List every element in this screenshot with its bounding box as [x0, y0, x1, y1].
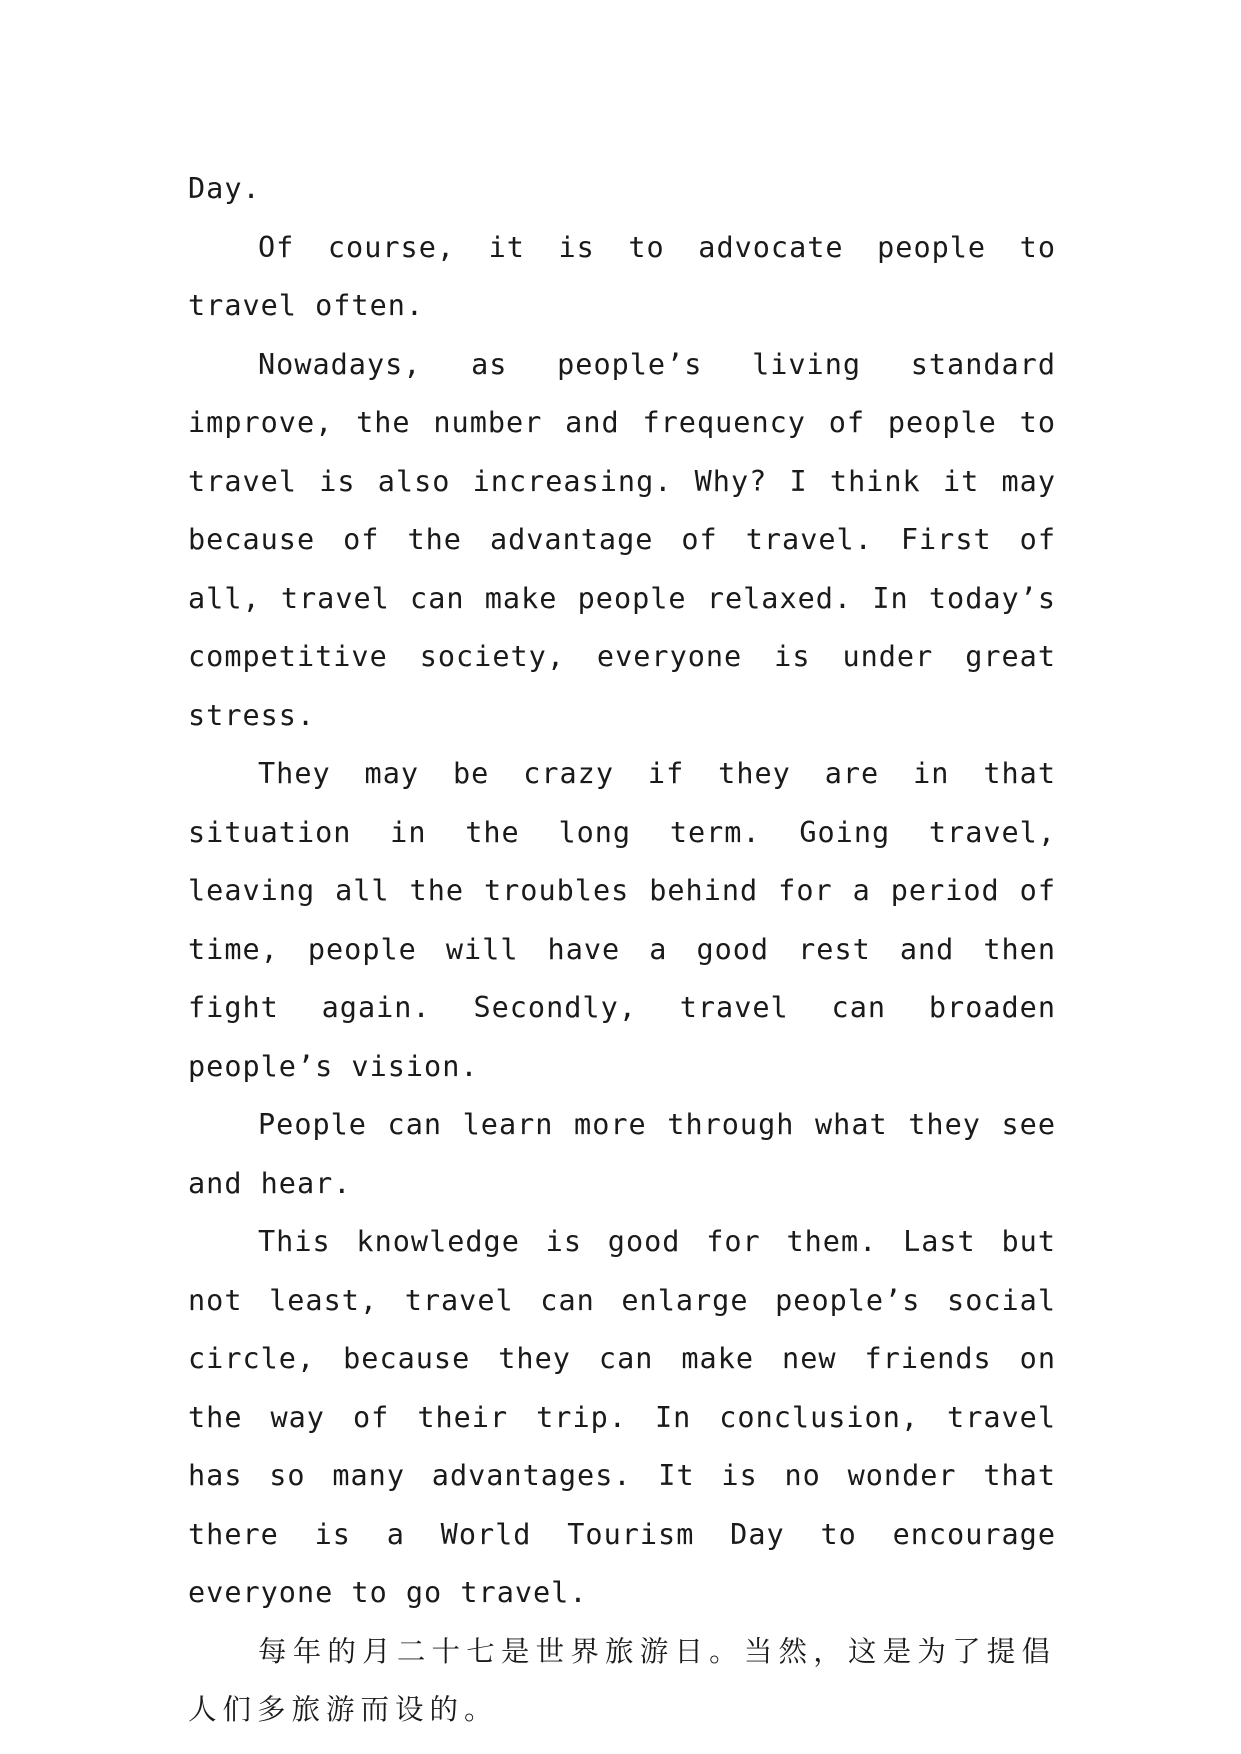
- paragraph-they-may-be-crazy: They may be crazy if they are in that situation in the long term. Going travel, leaving all the troubles behind for a period of time, people will have a good rest and then fight again. Secondly, travel can broaden people’s vision.: [188, 757, 1056, 1083]
- paragraph-nowadays: Nowadays, as people’s living standard improve, the number and frequency of people to travel is also increasing. Why? I think it may because of the advantage of travel. First of all, travel can make people relaxed. In today’s competitive society, everyone is under great stress.: [188, 347, 1056, 732]
- document-body: [188, 160, 1056, 1740]
- paragraph-day: Day.: [188, 172, 261, 205]
- paragraph-people-can-learn: People can learn more through what they see and hear.: [188, 1108, 1056, 1200]
- paragraph-chinese: 每年的月二十七是世界旅游日。当然，这是为了提倡人们多旅游而设的。: [188, 1634, 1056, 1726]
- paragraph-of-course: Of course, it is to advocate people to travel often.: [188, 230, 1056, 322]
- paragraph-this-knowledge: This knowledge is good for them. Last but not least, travel can enlarge people’s social circle, because they can make new friends on the way of their trip. In conclusion, travel has so many advantages. It is no wonder that there is a World Tourism Day to encourage everyone to go travel.: [188, 1225, 1056, 1609]
